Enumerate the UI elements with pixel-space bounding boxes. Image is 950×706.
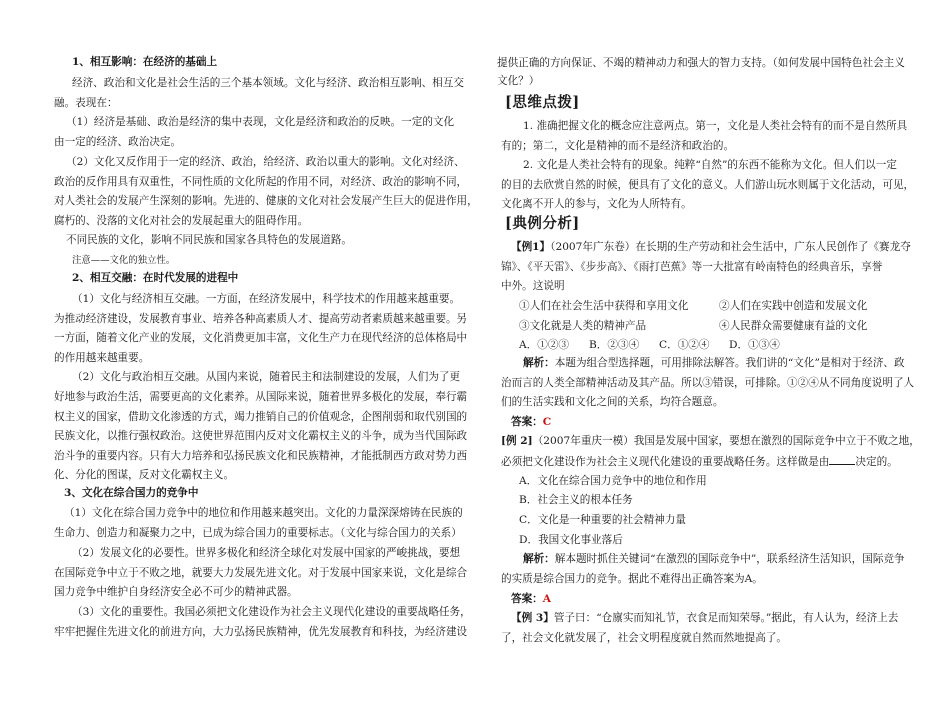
paragraph-line: 的目的去欣赏自然的时候，便具有了文化的意义。人们游山玩水则属于文化活动，可见， — [501, 179, 915, 191]
paragraph-line: （2）发展文化的必要性。世界多极化和经济全球化对发展中国家的严峻挑战，要想 — [72, 547, 461, 559]
fill-in-blank — [829, 454, 855, 465]
option-statement-1: ①人们在社会生活中获得和享用文化 — [519, 300, 689, 312]
heading-mutual-influence: 1、相互影响：在经济的基础上 — [72, 56, 218, 68]
paragraph-line: 牢牢把握住先进文化的前进方向，大力弘扬民族精神，优先发展教育和科技，为经济建设 — [54, 626, 468, 638]
paragraph-line: 腐朽的、没落的文化对社会的发展起重大的阻碍作用。 — [54, 215, 309, 227]
paragraph-line: 文化离不开人的参与，文化为人所特有。 — [501, 198, 692, 210]
paragraph-line: 好地参与政治生活，需要更高的文化素养。从国际来说，随着世界多极化的发展，奉行霸 — [54, 391, 468, 403]
choice-b: B．②③④ — [589, 339, 640, 351]
paragraph-line: 一方面，随着文化产业的发展，文化消费更加丰富，文化生产力在现代经济的总体格局中 — [54, 332, 468, 344]
analysis-text: 解本题时抓住关键词“在激烈的国际竞争中”，联系经济生活知识，国际竞争 — [554, 553, 905, 565]
paragraph-line: 们的生活实践和文化之间的关系，均符合题意。 — [501, 396, 724, 408]
paragraph-line: 国力竞争中维护自身经济安全必不可少的精神武器。 — [54, 586, 298, 598]
note-line: 注意——文化的独立性。 — [72, 255, 176, 266]
paragraph-line: （3）文化的重要性。我国必须把文化建设作为社会主义现代化建设的重要战略任务， — [72, 606, 471, 618]
paragraph-line: 2. 文化是人类社会特有的现象。纯粹“自然”的东西不能称为文化。但人们以一定 — [523, 159, 897, 171]
example-3-text: 管子曰：“仓廪实而知礼节，衣食足而知荣辱。”据此，有人认为，经济上去 — [553, 612, 899, 624]
paragraph-line: 不同民族的文化，影响不同民族和国家各具特色的发展道路。 — [66, 234, 353, 246]
answer-label: 答案： — [511, 593, 543, 605]
paragraph-line: 1. 准确把握文化的概念应注意两点。第一，文化是人类社会特有的而不是自然所具 — [523, 120, 908, 132]
answer-value-2: A — [542, 593, 552, 605]
paragraph-line: 权主义的国家，借助文化渗透的方式，竭力推销自己的价值观念，企图削弱和取代别国的 — [54, 411, 468, 423]
paragraph-line: 政治的反作用具有双重性，不同性质的文化所起的作用不同，对经济、政治的影响不同， — [54, 176, 468, 188]
choice-c: C．①②④ — [659, 339, 710, 351]
paragraph-line: 化、分化的图谋，反对文化霸权主义。 — [54, 469, 235, 481]
paragraph-line: 治而言的人类全部精神活动及其产品。所以③错误，可排除。①②④从不同角度说明了人 — [501, 377, 915, 389]
answer-value-1: C — [542, 416, 552, 428]
paragraph-line: 经济、政治和文化是社会生活的三个基本领域。文化与经济、政治相互影响、相互交 — [72, 77, 464, 89]
example-1-tag: 【例1】 — [511, 241, 551, 253]
paragraph-line: 生命力、创造力和凝聚力之中，已成为综合国力的重要标志。（文化与综合国力的关系） — [54, 527, 462, 539]
example-3-tag: 【例 3】 — [511, 612, 554, 624]
example-2-text-2: 必须把文化建设作为社会主义现代化建设的重要战略任务。这样做是由 — [501, 456, 830, 468]
choice-d: D．①③④ — [729, 339, 780, 351]
paragraph-line: 有的；第二，文化是精神的而不是经济和政治的。 — [501, 140, 735, 152]
choice-a: A．①②③ — [519, 339, 570, 351]
example-2-text: （2007年重庆一模）我国是发展中国家，要想在激烈的国际竞争中立于不败之地， — [532, 435, 920, 447]
example-2-tag: [例 2] — [501, 435, 533, 447]
option-statement-2: ②人们在实践中创造和发展文化 — [719, 300, 868, 312]
paragraph-line: （2）文化又反作用于一定的经济、政治，给经济、政治以重大的影响。文化对经济、 — [66, 156, 465, 168]
analysis-label: 解析： — [523, 357, 555, 369]
paragraph-line: （2）文化与政治相互交融。从国内来说，随着民主和法制建设的发展，人们为了更 — [72, 371, 461, 383]
paragraph-line: 由一定的经济、政治决定。 — [54, 136, 182, 148]
answer-label: 答案： — [511, 416, 543, 428]
analysis-label: 解析： — [523, 553, 555, 565]
paragraph-line: 在国际竞争中立于不败之地，就要大力发展先进文化。对于发展中国家来说，文化是综合 — [54, 567, 468, 579]
choice-b: B．社会主义的根本任务 — [519, 494, 633, 506]
paragraph-line: 提供正确的方向保证、不竭的精神动力和强大的智力支持。（如何发展中国特色社会主义 — [497, 57, 905, 69]
paragraph-line: （1）文化在综合国力竞争中的地位和作用越来越突出。文化的力量深深熔铸在民族的 — [64, 507, 463, 519]
paragraph-line: 的实质是综合国力的竞争。据此不难得出正确答案为A。 — [501, 573, 763, 585]
option-statement-3: ③文化就是人类的精神产品 — [519, 320, 647, 332]
paragraph-line: 锦》、《平天雷》、《步步高》、《雨打芭蕉》等一大批富有岭南特色的经典音乐，享誉 — [501, 261, 883, 273]
choice-c: C．文化是一种重要的社会精神力量 — [519, 514, 687, 526]
option-statement-4: ④人民群众需要健康有益的文化 — [719, 320, 868, 332]
paragraph-line: （1）文化与经济相互交融。一方面，在经济发展中，科学技术的作用越来越重要。 — [72, 293, 461, 305]
paragraph-line: 了，社会文化就发展了，社会文明程度就自然而然地提高了。 — [501, 632, 788, 644]
section-heading-examples: [典例分析] — [505, 215, 580, 232]
example-2-text-3: 决定的。 — [855, 456, 898, 468]
paragraph-line: 的作用越来越重要。 — [54, 352, 150, 364]
paragraph-line: （1）经济是基础、政治是经济的集中表现，文化是经济和政治的反映。一定的文化 — [66, 116, 455, 128]
choice-d: D．我国文化事业落后 — [519, 534, 623, 546]
paragraph-line: 融。表现在： — [54, 97, 118, 109]
paragraph-line: 中外。这说明 — [501, 280, 565, 292]
example-1-text: （2007年广东卷）在长期的生产劳动和社会生活中，广东人民创作了《赛龙夺 — [550, 241, 911, 253]
paragraph-line: 为推动经济建设，发展教育事业、培养各种高素质人才、提高劳动者素质越来越重要。另 — [54, 313, 468, 325]
analysis-text: 本题为组合型选择题，可用排除法解答。我们讲的“文化”是相对于经济、政 — [554, 357, 905, 369]
heading-mutual-integration: 2、相互交融：在时代发展的进程中 — [72, 272, 239, 284]
paragraph-line: 对人类社会的发展产生深刻的影响。先进的、健康的文化对社会发展产生巨大的促进作用， — [54, 195, 478, 207]
choice-a: A．文化在综合国力竞争中的地位和作用 — [519, 475, 707, 487]
heading-comprehensive-power: 3、文化在综合国力的竞争中 — [64, 487, 199, 499]
section-heading-thinking: [思维点拨] — [505, 94, 580, 111]
paragraph-line: 治斗争的重要内容。只有大力培养和弘扬民族文化和民族精神，才能抵制西方政对势力西 — [54, 450, 468, 462]
paragraph-line: 民族文化，以推行强权政治。这使世界范围内反对文化霸权主义的斗争，成为当代国际政 — [54, 430, 468, 442]
paragraph-line: 文化？） — [497, 75, 540, 87]
